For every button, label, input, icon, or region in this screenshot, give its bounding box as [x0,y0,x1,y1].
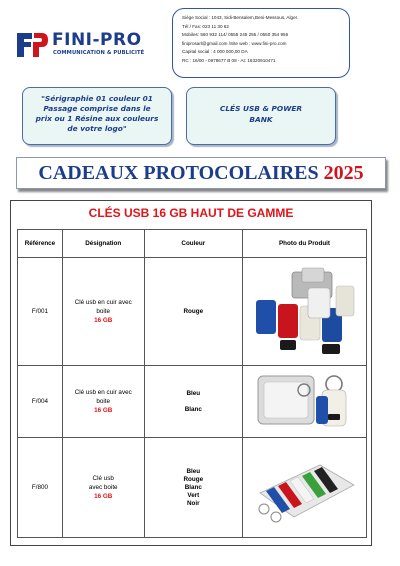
color-item: Bleu [186,467,201,475]
usb-leather-keys-photo-icon [250,264,360,360]
cell-designation [62,366,144,438]
designation-line: Clé usb en cuir avec [74,389,132,396]
color-item [145,398,242,406]
cell-reference: F/004 [18,366,63,438]
header-reference: Référence [18,230,63,258]
contact-email-web: finiprosarl@gmail.com /Site web : www.fini-pro.com [182,40,287,46]
cell-colors [144,438,242,538]
contact-address: Siège Social : 1043, Sidi-Bensalem,Beni-Messous, Alger. [182,15,299,20]
header-designation: Désignation [62,230,144,258]
designation-line: boite [96,398,111,405]
printing-offer-line: Passage comprise dans le [43,104,151,113]
contact-mobiles: Mobiles: 560 932 114/ 0555 245 255 / 0550 354 956 [182,32,289,37]
product-table [17,229,367,538]
cell-photo [243,258,367,366]
product-section [10,200,372,546]
color-item: Rouge [183,307,204,315]
cell-photo [243,366,367,438]
capacity-label: 16 GB [94,407,113,414]
color-item: Blanc [184,483,202,491]
table-header-row [18,230,367,258]
category-line: CLÉS USB & POWER [219,104,303,113]
logo-emblem-icon [14,28,48,62]
cell-reference: F/001 [18,258,63,366]
printing-offer-box [22,87,172,145]
color-item: Blanc [184,405,202,413]
logo-tagline: COMMUNICATION & PUBLICITÉ [53,50,145,56]
cell-designation [62,258,144,366]
color-item: Rouge [183,475,204,483]
table-row [18,258,367,366]
category-line: BANK [249,115,273,124]
contact-capital: Capital social : 4 000 000,00 DA [182,49,248,54]
printing-offer-line: "Sérigraphie 01 couleur 01 [41,94,153,103]
logo-name: FINI-PRO [52,30,142,50]
printing-offer-line: de votre logo" [67,124,127,133]
table-row [18,438,367,538]
cell-designation [62,438,144,538]
contact-box [172,8,350,78]
category-box [186,87,336,145]
printing-offer-line: prix ou 1 Résine aux couleurs [35,114,159,123]
designation-line: Clé usb [92,475,114,482]
company-logo [14,28,164,64]
designation-line: Clé usb en cuir avec [74,299,132,306]
contact-phone: Tél / Fax: 023 11 30 62 [182,23,229,29]
usb-colored-tray-photo-icon [250,443,360,533]
cell-photo [243,438,367,538]
page-title-text: CADEAUX PROTOCOLAIRES [38,162,319,184]
color-item: Vert [187,491,200,499]
page-title [16,157,386,189]
designation-line: avec boite [88,484,118,491]
header-color: Couleur [144,230,242,258]
usb-leather-box-photo-icon [250,370,360,434]
table-row [18,366,367,438]
cell-colors [144,258,242,366]
capacity-label: 16 GB [94,493,113,500]
header-photo: Photo du Produit [243,230,367,258]
cell-colors [144,366,242,438]
page-title-year: 2025 [323,162,364,184]
capacity-label: 16 GB [94,317,113,324]
color-item: Noir [186,499,200,507]
designation-line: boite [96,308,111,315]
product-section-title: CLÉS USB 16 GB HAUT DE GAMME [88,206,294,220]
cell-reference: F/800 [18,438,63,538]
color-item: Bleu [186,389,201,397]
contact-registry: RC : 16/00 - 0978677 B 08 - AI: 16320910471 [182,57,276,63]
